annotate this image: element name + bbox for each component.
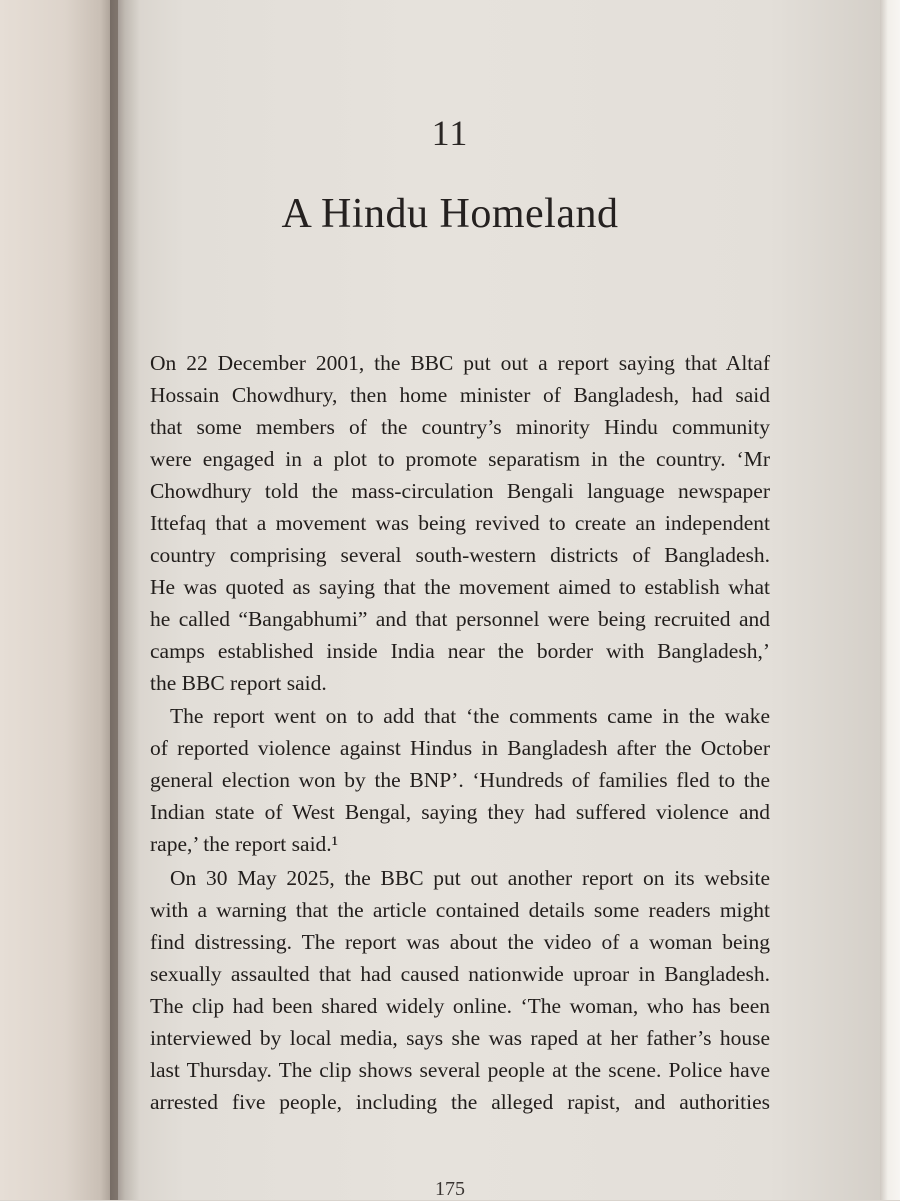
text-line: find distressing. The report was about the video of a woman being [150,930,770,954]
text-line: he called “Bangabhumi” and that personnel were being recruited and [150,607,770,631]
text-line: On 30 May 2025, the BBC put out another report on its website [170,866,770,890]
text-line: last Thursday. The clip shows several people at the scene. Police have [150,1058,770,1082]
text-line: sexually assaulted that had caused nationwide uproar in Bangladesh. [150,962,770,986]
text-line: country comprising several south-western districts of Bangladesh. [150,543,770,567]
text-line: The clip had been shared widely online. ‘The woman, who has been [150,994,770,1018]
text-line: general election won by the BNP’. ‘Hundreds of families fled to the [150,768,770,792]
page-number: 175 [435,1178,465,1200]
page-stack-edge [880,0,900,1200]
text-line: Chowdhury told the mass-circulation Bengali language newspaper [150,479,770,503]
text-line: arrested five people, including the alleged rapist, and authorities [150,1090,770,1114]
text-line: rape,’ the report said.¹ [150,832,339,856]
text-line: Hossain Chowdhury, then home minister of Bangladesh, had said [150,383,770,407]
page-gutter-shadow [110,0,140,1200]
text-line: of reported violence against Hindus in Bangladesh after the October [150,736,770,760]
text-line: Ittefaq that a movement was being revived to create an independent [150,511,770,535]
text-line: The report went on to add that ‘the comments came in the wake [170,704,770,728]
text-line: were engaged in a plot to promote separatism in the country. ‘Mr [150,447,770,471]
text-line: Indian state of West Bengal, saying they had suffered violence and [150,800,770,824]
text-line: He was quoted as saying that the movement aimed to establish what [150,575,770,599]
facing-page-edge [0,0,118,1200]
book-page [124,0,884,1200]
chapter-number: 11 [431,113,469,153]
text-line: with a warning that the article contained details some readers might [150,898,770,922]
chapter-title: A Hindu Homeland [281,191,619,237]
text-line: interviewed by local media, says she was raped at her father’s house [150,1026,770,1050]
text-line: that some members of the country’s minority Hindu community [150,415,770,439]
text-line: On 22 December 2001, the BBC put out a report saying that Altaf [150,351,770,375]
text-line: the BBC report said. [150,671,327,695]
text-line: camps established inside India near the border with Bangladesh,’ [150,639,770,663]
